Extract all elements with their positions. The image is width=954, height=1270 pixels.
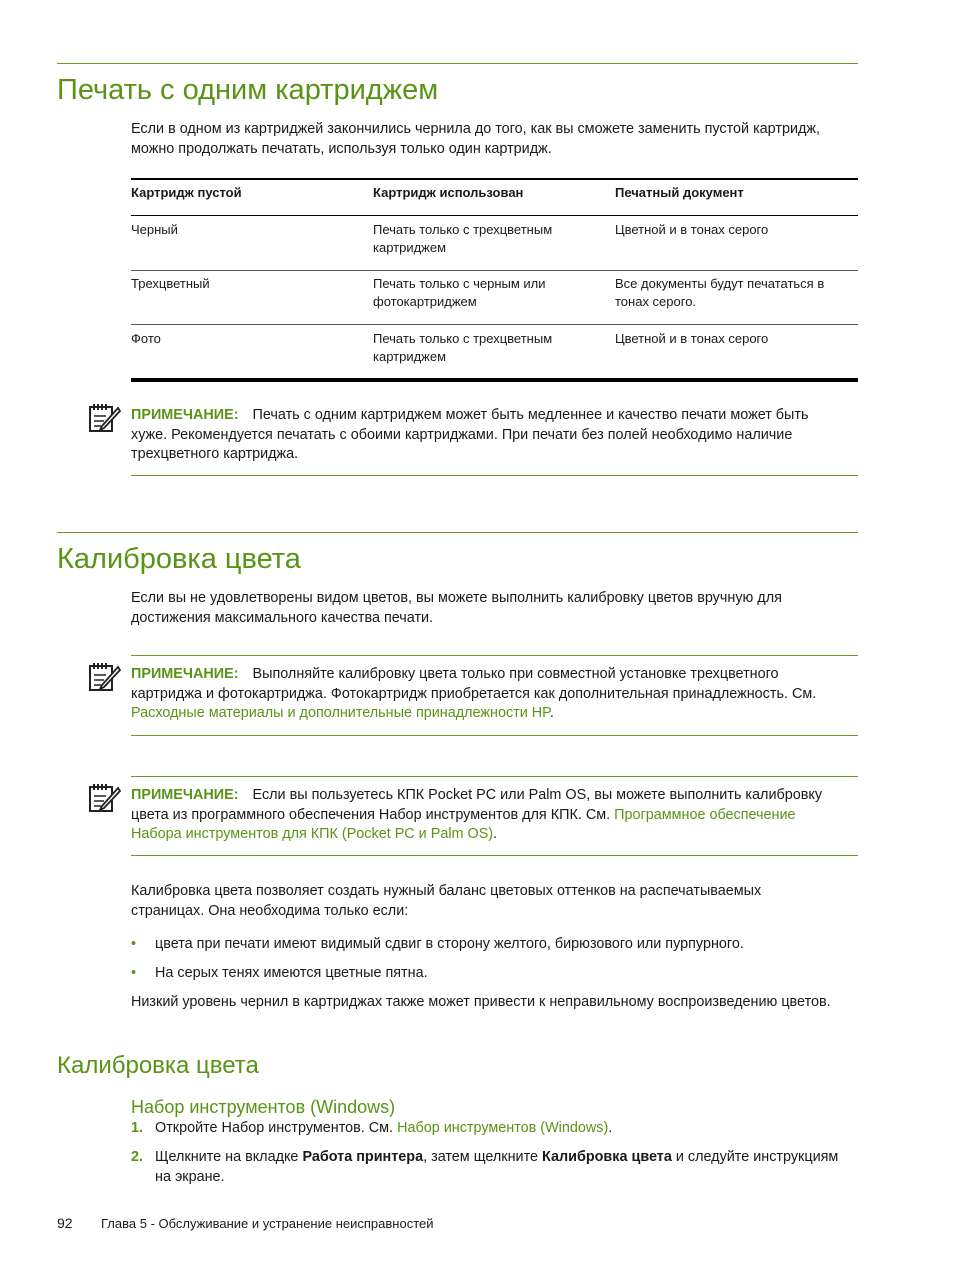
note-label: ПРИМЕЧАНИЕ: xyxy=(131,666,239,682)
note-top-rule xyxy=(131,776,858,777)
button-name-calibrate-color: Калибровка цвета xyxy=(542,1149,672,1165)
table-header-empty: Картридж пустой xyxy=(131,185,242,200)
list-item-text: цвета при печати имеют видимый сдвиг в сторону желтого, бирюзового или пурпурного. xyxy=(155,936,744,952)
note-icon xyxy=(88,402,122,434)
step-text: и следуйте инструкциям на экране. xyxy=(155,1149,839,1185)
list-item xyxy=(131,964,851,984)
note-text-end: . xyxy=(493,826,498,842)
step-text-end: . xyxy=(608,1120,613,1136)
table-row-rule xyxy=(131,270,858,271)
step-text: Щелкните на вкладке xyxy=(155,1149,299,1165)
table-row-rule xyxy=(131,324,858,325)
link-pda-toolbox[interactable]: Программное обеспечение Набора инструментов для КПК (Pocket PC и Palm OS) xyxy=(131,806,796,842)
step-number: 1. xyxy=(131,1120,144,1136)
step-text: Откройте Набор инструментов. См. xyxy=(155,1120,394,1136)
bullet-icon: • xyxy=(131,936,137,952)
section-title-color-calibration: Калибровка цвета xyxy=(57,543,301,575)
note-text: Выполняйте калибровку цвета только при совместной установке трехцветного картриджа и фотокартриджа. Фотокартридж приобретается как дополнительная принадлежность. См. xyxy=(131,666,817,702)
note-text: Если вы пользуетесь КПК Pocket PC или Palm OS, вы можете выполнить калибровку цвета из программного обеспечения Набор инструментов для КПК. См. xyxy=(131,787,823,823)
top-rule xyxy=(57,63,858,64)
section-title-single-cartridge: Печать с одним картриджем xyxy=(57,74,439,106)
note-top-rule xyxy=(131,655,858,656)
section2-paragraph: Калибровка цвета позволяет создать нужный баланс цветовых оттенков на распечатываемых страницах. Она необходима только если: xyxy=(131,883,762,919)
table-cell: Черный xyxy=(131,222,178,237)
step-item xyxy=(131,1148,851,1187)
table-header-used: Картридж использован xyxy=(373,185,524,200)
tab-name-printer-services: Работа принтера xyxy=(302,1149,424,1165)
note-bottom-rule xyxy=(131,475,858,476)
subsection-title-color-calibration: Калибровка цвета xyxy=(57,1052,259,1079)
note-single-cartridge xyxy=(131,406,846,465)
footer-chapter: Глава 5 - Обслуживание и устранение неисправностей xyxy=(101,1216,434,1231)
note-icon xyxy=(88,782,122,814)
link-hp-supplies[interactable]: Расходные материалы и дополнительные принадлежности HP xyxy=(131,705,550,721)
cartridge-table xyxy=(131,178,858,383)
note-calibration-cartridges xyxy=(131,665,846,724)
table-cell: Печать только с трехцветным картриджем xyxy=(373,331,553,364)
note-icon xyxy=(88,661,122,693)
note-label: ПРИМЕЧАНИЕ: xyxy=(131,787,239,803)
step-item xyxy=(131,1119,851,1139)
table-cell: Цветной и в тонах серого xyxy=(615,331,769,346)
table-cell: Печать только с черным или фотокартриджем xyxy=(373,276,546,309)
subsection-subtitle-toolbox-windows: Набор инструментов (Windows) xyxy=(131,1097,396,1117)
note-text: Печать с одним картриджем может быть медленнее и качество печати может быть хуже. Рекомендуется печатать с обоими картриджами. При печати без полей необходимо наличие трехцветного картриджа. xyxy=(131,407,809,462)
note-bottom-rule xyxy=(131,855,858,856)
table-cell: Фото xyxy=(131,331,161,346)
list-item xyxy=(131,935,851,955)
note-label: ПРИМЕЧАНИЕ: xyxy=(131,407,239,423)
section1-intro: Если в одном из картриджей закончились чернила до того, как вы сможете заменить пустой картридж, можно продолжать печатать, используя только один картридж. xyxy=(131,121,821,157)
table-cell: Цветной и в тонах серого xyxy=(615,222,769,237)
list-item-text: На серых тенях имеются цветные пятна. xyxy=(155,965,428,981)
section-rule xyxy=(57,532,858,533)
step-number: 2. xyxy=(131,1149,144,1165)
bullet-icon: • xyxy=(131,965,137,981)
table-bottom-rule xyxy=(131,378,858,382)
section2-paragraph-2: Низкий уровень чернил в картриджах также может привести к неправильному воспроизведению цветов. xyxy=(131,994,831,1010)
link-toolbox-windows[interactable]: Набор инструментов (Windows) xyxy=(397,1120,609,1136)
step-text: , затем щелкните xyxy=(423,1149,539,1165)
table-cell: Трехцветный xyxy=(131,276,210,291)
note-pda-calibration xyxy=(131,786,846,845)
section2-intro: Если вы не удовлетворены видом цветов, вы можете выполнить калибровку цветов вручную для достижения максимального качества печати. xyxy=(131,590,782,626)
table-cell: Все документы будут печататься в тонах серого. xyxy=(615,276,825,309)
page-number: 92 xyxy=(57,1215,73,1231)
note-text-end: . xyxy=(549,705,554,721)
table-cell: Печать только с трехцветным картриджем xyxy=(373,222,553,255)
note-bottom-rule xyxy=(131,735,858,736)
table-top-rule xyxy=(131,178,858,180)
table-header-rule xyxy=(131,215,858,216)
table-header-document: Печатный документ xyxy=(615,185,744,200)
